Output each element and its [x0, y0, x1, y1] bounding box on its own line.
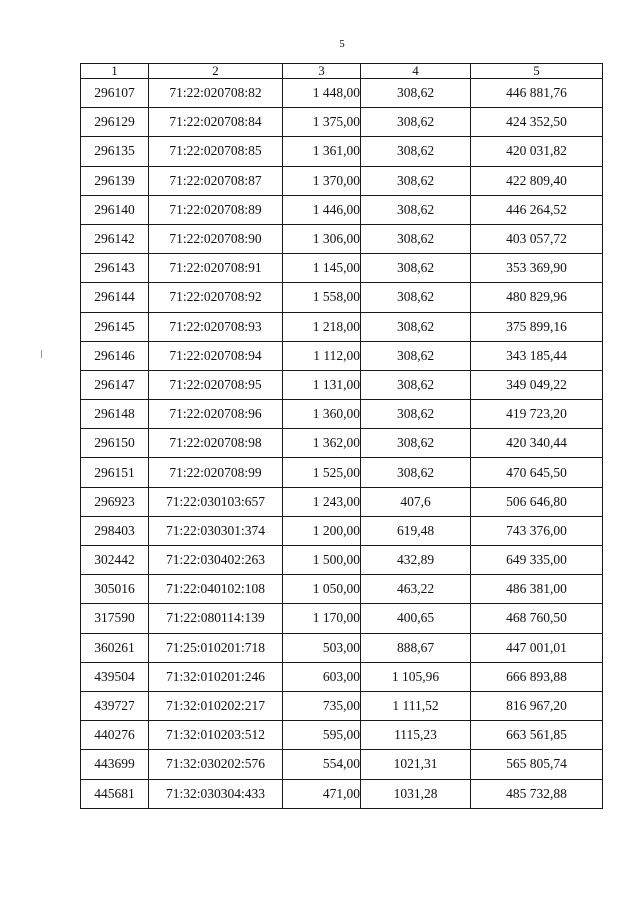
area-cell: 1 050,00 — [283, 575, 361, 604]
table-row — [81, 750, 603, 779]
cadastral-number-cell: 71:22:030301:374 — [149, 516, 283, 545]
record-id-cell: 296107 — [81, 79, 149, 108]
page-number: 5 — [339, 38, 345, 50]
cadastral-number-cell: 71:32:030304:433 — [149, 779, 283, 808]
cadastral-number-cell: 71:22:030103:657 — [149, 487, 283, 516]
table-row — [81, 166, 603, 195]
record-id-cell: 296129 — [81, 108, 149, 137]
value-cell: 353 369,90 — [471, 254, 603, 283]
table-row — [81, 254, 603, 283]
area-cell: 595,00 — [283, 721, 361, 750]
value-cell: 424 352,50 — [471, 108, 603, 137]
cadastral-number-cell: 71:22:020708:96 — [149, 400, 283, 429]
area-cell: 1 243,00 — [283, 487, 361, 516]
table-row — [81, 400, 603, 429]
record-id-cell: 440276 — [81, 721, 149, 750]
rate-cell: 1031,28 — [361, 779, 471, 808]
data-table — [80, 63, 603, 809]
cadastral-number-cell: 71:22:020708:84 — [149, 108, 283, 137]
value-cell: 666 893,88 — [471, 662, 603, 691]
record-id-cell: 296146 — [81, 341, 149, 370]
rate-cell: 407,6 — [361, 487, 471, 516]
column-header-3: 3 — [283, 64, 361, 79]
table-row — [81, 429, 603, 458]
rate-cell: 308,62 — [361, 79, 471, 108]
rate-cell: 308,62 — [361, 195, 471, 224]
record-id-cell: 439504 — [81, 662, 149, 691]
record-id-cell: 296147 — [81, 370, 149, 399]
table-row — [81, 546, 603, 575]
record-id-cell: 296143 — [81, 254, 149, 283]
table-row — [81, 662, 603, 691]
record-id-cell: 296145 — [81, 312, 149, 341]
rate-cell: 1 105,96 — [361, 662, 471, 691]
table-row — [81, 458, 603, 487]
value-cell: 420 031,82 — [471, 137, 603, 166]
value-cell: 446 264,52 — [471, 195, 603, 224]
record-id-cell: 296151 — [81, 458, 149, 487]
cadastral-number-cell: 71:22:020708:98 — [149, 429, 283, 458]
record-id-cell: 298403 — [81, 516, 149, 545]
record-id-cell: 360261 — [81, 633, 149, 662]
cadastral-number-cell: 71:22:020708:93 — [149, 312, 283, 341]
margin-mark — [41, 350, 42, 358]
record-id-cell: 305016 — [81, 575, 149, 604]
value-cell: 422 809,40 — [471, 166, 603, 195]
rate-cell: 619,48 — [361, 516, 471, 545]
value-cell: 506 646,80 — [471, 487, 603, 516]
rate-cell: 308,62 — [361, 137, 471, 166]
cadastral-number-cell: 71:22:020708:95 — [149, 370, 283, 399]
table-header-row — [81, 64, 603, 79]
table-row — [81, 108, 603, 137]
table-row — [81, 721, 603, 750]
area-cell: 1 170,00 — [283, 604, 361, 633]
area-cell: 1 360,00 — [283, 400, 361, 429]
table-row — [81, 691, 603, 720]
area-cell: 735,00 — [283, 691, 361, 720]
record-id-cell: 302442 — [81, 546, 149, 575]
record-id-cell: 296139 — [81, 166, 149, 195]
rate-cell: 308,62 — [361, 166, 471, 195]
table-row — [81, 195, 603, 224]
cadastral-number-cell: 71:22:080114:139 — [149, 604, 283, 633]
record-id-cell: 296148 — [81, 400, 149, 429]
record-id-cell: 296135 — [81, 137, 149, 166]
column-header-5: 5 — [471, 64, 603, 79]
rate-cell: 308,62 — [361, 312, 471, 341]
value-cell: 470 645,50 — [471, 458, 603, 487]
table-row — [81, 633, 603, 662]
rate-cell: 308,62 — [361, 458, 471, 487]
area-cell: 1 375,00 — [283, 108, 361, 137]
table-row — [81, 575, 603, 604]
record-id-cell: 296144 — [81, 283, 149, 312]
cadastral-number-cell: 71:25:010201:718 — [149, 633, 283, 662]
value-cell: 343 185,44 — [471, 341, 603, 370]
table-row — [81, 604, 603, 633]
rate-cell: 308,62 — [361, 400, 471, 429]
column-header-2: 2 — [149, 64, 283, 79]
area-cell: 1 131,00 — [283, 370, 361, 399]
cadastral-number-cell: 71:22:020708:82 — [149, 79, 283, 108]
cadastral-number-cell: 71:32:010202:217 — [149, 691, 283, 720]
cadastral-number-cell: 71:22:020708:89 — [149, 195, 283, 224]
rate-cell: 1115,23 — [361, 721, 471, 750]
rate-cell: 432,89 — [361, 546, 471, 575]
record-id-cell: 296140 — [81, 195, 149, 224]
area-cell: 1 112,00 — [283, 341, 361, 370]
rate-cell: 308,62 — [361, 254, 471, 283]
area-cell: 603,00 — [283, 662, 361, 691]
record-id-cell: 317590 — [81, 604, 149, 633]
area-cell: 471,00 — [283, 779, 361, 808]
cadastral-number-cell: 71:32:010201:246 — [149, 662, 283, 691]
rate-cell: 308,62 — [361, 341, 471, 370]
cadastral-number-cell: 71:32:010203:512 — [149, 721, 283, 750]
area-cell: 1 525,00 — [283, 458, 361, 487]
cadastral-number-cell: 71:32:030202:576 — [149, 750, 283, 779]
record-id-cell: 296142 — [81, 224, 149, 253]
rate-cell: 463,22 — [361, 575, 471, 604]
value-cell: 480 829,96 — [471, 283, 603, 312]
table-row — [81, 79, 603, 108]
record-id-cell: 445681 — [81, 779, 149, 808]
value-cell: 447 001,01 — [471, 633, 603, 662]
rate-cell: 1021,31 — [361, 750, 471, 779]
value-cell: 743 376,00 — [471, 516, 603, 545]
cadastral-number-cell: 71:22:030402:263 — [149, 546, 283, 575]
table-row — [81, 779, 603, 808]
record-id-cell: 443699 — [81, 750, 149, 779]
area-cell: 1 558,00 — [283, 283, 361, 312]
rate-cell: 1 111,52 — [361, 691, 471, 720]
rate-cell: 308,62 — [361, 370, 471, 399]
rate-cell: 308,62 — [361, 283, 471, 312]
area-cell: 1 200,00 — [283, 516, 361, 545]
value-cell: 420 340,44 — [471, 429, 603, 458]
cadastral-number-cell: 71:22:020708:99 — [149, 458, 283, 487]
rate-cell: 308,62 — [361, 108, 471, 137]
record-id-cell: 439727 — [81, 691, 149, 720]
area-cell: 554,00 — [283, 750, 361, 779]
value-cell: 565 805,74 — [471, 750, 603, 779]
area-cell: 1 448,00 — [283, 79, 361, 108]
cadastral-number-cell: 71:22:020708:92 — [149, 283, 283, 312]
area-cell: 1 361,00 — [283, 137, 361, 166]
area-cell: 503,00 — [283, 633, 361, 662]
value-cell: 649 335,00 — [471, 546, 603, 575]
cadastral-number-cell: 71:22:020708:91 — [149, 254, 283, 283]
rate-cell: 888,67 — [361, 633, 471, 662]
table-row — [81, 341, 603, 370]
value-cell: 468 760,50 — [471, 604, 603, 633]
area-cell: 1 500,00 — [283, 546, 361, 575]
column-header-4: 4 — [361, 64, 471, 79]
area-cell: 1 306,00 — [283, 224, 361, 253]
cadastral-number-cell: 71:22:020708:90 — [149, 224, 283, 253]
table-row — [81, 283, 603, 312]
table-body — [81, 64, 603, 809]
table-row — [81, 516, 603, 545]
value-cell: 446 881,76 — [471, 79, 603, 108]
value-cell: 419 723,20 — [471, 400, 603, 429]
value-cell: 816 967,20 — [471, 691, 603, 720]
column-header-1: 1 — [81, 64, 149, 79]
rate-cell: 308,62 — [361, 429, 471, 458]
cadastral-number-cell: 71:22:020708:87 — [149, 166, 283, 195]
cadastral-number-cell: 71:22:020708:85 — [149, 137, 283, 166]
value-cell: 375 899,16 — [471, 312, 603, 341]
area-cell: 1 218,00 — [283, 312, 361, 341]
cadastral-number-cell: 71:22:040102:108 — [149, 575, 283, 604]
table-row — [81, 370, 603, 399]
cadastral-number-cell: 71:22:020708:94 — [149, 341, 283, 370]
area-cell: 1 145,00 — [283, 254, 361, 283]
table-row — [81, 224, 603, 253]
area-cell: 1 362,00 — [283, 429, 361, 458]
value-cell: 403 057,72 — [471, 224, 603, 253]
rate-cell: 400,65 — [361, 604, 471, 633]
area-cell: 1 446,00 — [283, 195, 361, 224]
value-cell: 663 561,85 — [471, 721, 603, 750]
record-id-cell: 296923 — [81, 487, 149, 516]
table-row — [81, 312, 603, 341]
rate-cell: 308,62 — [361, 224, 471, 253]
table-row — [81, 137, 603, 166]
record-id-cell: 296150 — [81, 429, 149, 458]
value-cell: 485 732,88 — [471, 779, 603, 808]
area-cell: 1 370,00 — [283, 166, 361, 195]
value-cell: 486 381,00 — [471, 575, 603, 604]
table-row — [81, 487, 603, 516]
value-cell: 349 049,22 — [471, 370, 603, 399]
